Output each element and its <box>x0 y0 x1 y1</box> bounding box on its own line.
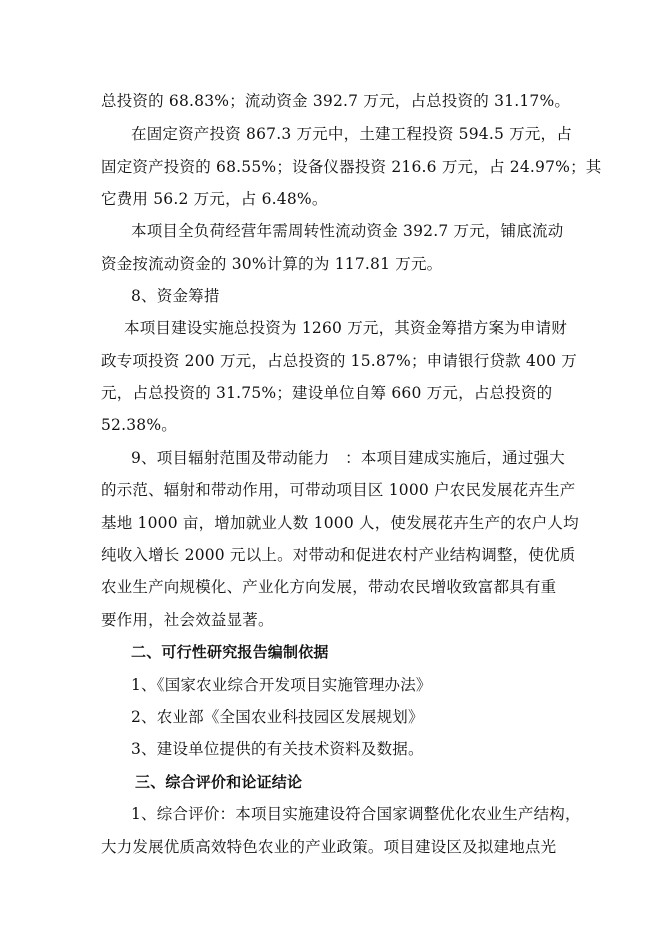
text-line-16: 农业生产向规模化、产业化方向发展，带动农民增收致富都具有重 <box>101 578 557 596</box>
section-heading-8: 8、资金筹措 <box>131 287 220 305</box>
text-line-23: 1、综合评价：本项目实施建设符合国家调整优化农业生产结构， <box>131 805 581 823</box>
text-line-24: 大力发展优质高效特色农业的产业政策。项目建设区及拟建地点光 <box>101 838 557 856</box>
text-line-13: 的示范、辐射和带动作用，可带动项目区 1000 户农民发展花卉生产 <box>101 481 576 499</box>
text-line-14: 基地 1000 亩，增加就业人数 1000 人，使发展花卉生产的农户人均 <box>101 514 579 532</box>
text-line-15: 纯收入增长 2000 元以上。对带动和促进农村产业结构调整，使优质 <box>101 546 576 564</box>
section-heading-2: 二、可行性研究报告编制依据 <box>131 643 329 661</box>
text-line-4: 它费用 56.2 万元，占 6.48%。 <box>101 190 328 208</box>
text-line-6: 资金按流动资金的 30%计算的为 117.81 万元。 <box>101 255 443 273</box>
text-line-10: 元，占总投资的 31.75%；建设单位自筹 660 万元，占总投资的 <box>101 384 553 402</box>
text-line-11: 52.38%。 <box>101 416 178 434</box>
section-heading-3: 三、综合评价和论证结论 <box>135 773 303 791</box>
reference-item-3: 3、建设单位提供的有关技术资料及数据。 <box>131 740 424 758</box>
text-line-17: 要作用，社会效益显著。 <box>101 611 274 629</box>
text-line-3: 固定资产投资的 68.55%；设备仪器投资 216.6 万元，占 24.97%；其 <box>101 158 602 176</box>
reference-item-1: 1、《国家农业综合开发项目实施管理办法》 <box>131 676 432 694</box>
text-line-9: 政专项投资 200 万元，占总投资的 15.87%；申请银行贷款 400 万 <box>101 352 578 370</box>
text-line-8: 本项目建设实施总投资为 1260 万元，其资金筹措方案为申请财 <box>124 319 568 337</box>
text-line-2: 在固定资产投资 867.3 万元中，土建工程投资 594.5 万元，占 <box>131 125 572 143</box>
text-line-12: 9、项目辐射范围及带动能力 ：本项目建成实施后，通过强大 <box>131 449 565 467</box>
text-line-1: 总投资的 68.83%；流动资金 392.7 万元，占总投资的 31.17%。 <box>101 92 571 110</box>
reference-item-2: 2、农业部《全国农业科技园区发展规划》 <box>131 708 424 726</box>
text-line-5: 本项目全负荷经营年需周转性流动资金 392.7 万元，铺底流动 <box>131 222 564 240</box>
